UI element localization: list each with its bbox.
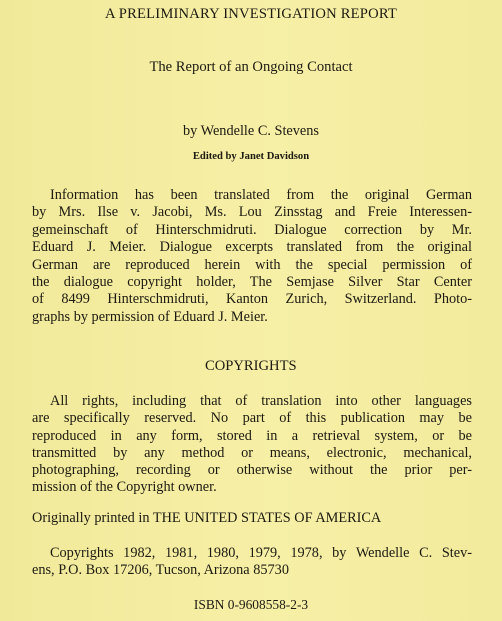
paragraph-line: Eduard J. Meier. Dialogue excerpts translated from the original	[32, 239, 472, 256]
paragraph-line: graphs by permission of Eduard J. Meier.	[32, 308, 268, 325]
paragraph-line: are specifically reserved. No part of this publication may be	[32, 410, 472, 427]
paragraph-line: ens, P.O. Box 17206, Tucson, Arizona 85730	[32, 562, 289, 579]
paragraph-line: Copyrights 1982, 1981, 1980, 1979, 1978, by Wendelle C. Stev-	[50, 545, 472, 561]
rights-paragraph	[32, 393, 472, 497]
paragraph-line: reproduced in any form, stored in a retrieval system, or be	[32, 427, 472, 444]
paragraph-line: All rights, including that of translation into other languages	[50, 393, 472, 409]
paragraph-line: transmitted by any method or means, electronic, mechanical,	[32, 444, 472, 461]
paragraph-line: photographing, recording or otherwise without the prior per-	[32, 462, 472, 479]
copyright-notice	[32, 545, 472, 580]
paragraph-line: of 8499 Hinterschmidruti, Kanton Zurich, Switzerland. Photo-	[32, 291, 472, 308]
isbn-number: ISBN 0-9608558-2-3	[193, 597, 309, 612]
paragraph-line: by Mrs. Ilse v. Jacobi, Ms. Lou Zinsstag and Freie Interessen-	[32, 204, 472, 221]
copyrights-heading: COPYRIGHTS	[205, 358, 297, 374]
paragraph-line: gemeinschaft of Hinterschmidruti. Dialogue correction by Mr.	[32, 221, 472, 238]
report-title: A PRELIMINARY INVESTIGATION REPORT	[105, 6, 397, 22]
translation-paragraph	[32, 187, 472, 326]
author-credit: by Wendelle C. Stevens	[183, 123, 319, 139]
origin-statement: Originally printed in THE UNITED STATES OF AMERICA	[32, 510, 382, 526]
paragraph-line: Information has been translated from the original German	[50, 187, 472, 203]
editor-credit: Edited by Janet Davidson	[192, 151, 310, 162]
report-subtitle: The Report of an Ongoing Contact	[149, 59, 353, 75]
paragraph-line: German are reproduced herein with the special permission of	[32, 256, 472, 273]
paragraph-line: the dialogue copyright holder, The Semjase Silver Star Center	[32, 274, 472, 291]
paragraph-line: mission of the Copyright owner.	[32, 479, 217, 496]
